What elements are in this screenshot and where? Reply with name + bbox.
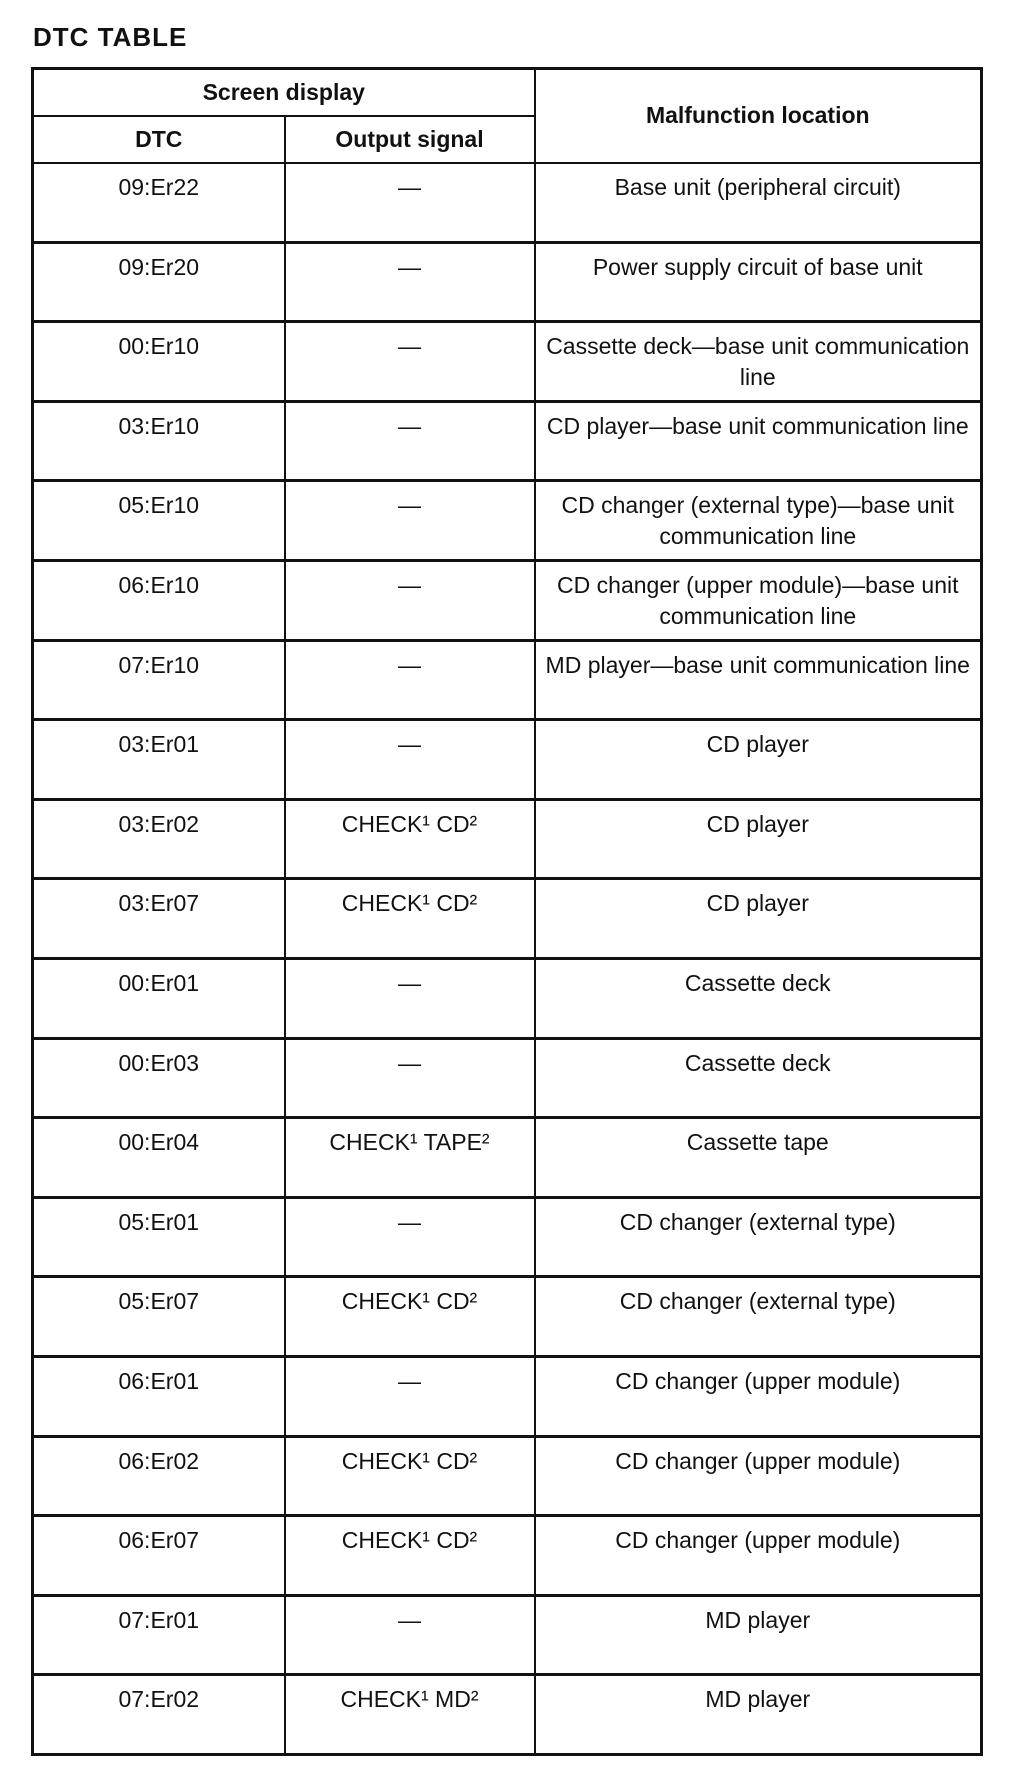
header-output-signal: Output signal <box>285 116 535 163</box>
page-title: DTC TABLE <box>33 22 188 52</box>
output-signal-cell: CHECK¹ CD² <box>285 879 535 959</box>
dtc-cell: 00:Er04 <box>33 1118 285 1198</box>
dtc-cell: 09:Er22 <box>33 163 285 243</box>
malfunction-location-cell: CD player <box>535 720 982 800</box>
dtc-cell: 05:Er07 <box>33 1277 285 1357</box>
output-signal-cell: CHECK¹ TAPE² <box>285 1118 535 1198</box>
malfunction-location-cell: MD player—base unit communication line <box>535 640 982 720</box>
dtc-table <box>31 67 983 1756</box>
output-signal-cell: — <box>285 481 535 561</box>
dtc-cell: 03:Er01 <box>33 720 285 800</box>
table-row <box>33 401 982 481</box>
table-row <box>33 1516 982 1596</box>
table-row <box>33 1595 982 1675</box>
malfunction-location-cell: Cassette deck <box>535 958 982 1038</box>
table-row <box>33 1436 982 1516</box>
dtc-cell: 03:Er07 <box>33 879 285 959</box>
header-screen-display: Screen display <box>33 69 535 116</box>
table-body <box>33 163 982 1755</box>
output-signal-cell: — <box>285 1197 535 1277</box>
table-row <box>33 1197 982 1277</box>
malfunction-location-cell: Cassette tape <box>535 1118 982 1198</box>
table-header <box>33 69 982 163</box>
malfunction-location-cell: CD changer (external type) <box>535 1277 982 1357</box>
dtc-cell: 05:Er01 <box>33 1197 285 1277</box>
dtc-cell: 07:Er01 <box>33 1595 285 1675</box>
table-row <box>33 1118 982 1198</box>
dtc-cell: 00:Er03 <box>33 1038 285 1118</box>
dtc-cell: 03:Er10 <box>33 401 285 481</box>
output-signal-cell: — <box>285 958 535 1038</box>
table-row <box>33 163 982 243</box>
dtc-cell: 06:Er01 <box>33 1356 285 1436</box>
output-signal-cell: CHECK¹ MD² <box>285 1675 535 1755</box>
table-row <box>33 1356 982 1436</box>
output-signal-cell: — <box>285 1356 535 1436</box>
output-signal-cell: — <box>285 1038 535 1118</box>
output-signal-cell: — <box>285 322 535 402</box>
dtc-cell: 00:Er01 <box>33 958 285 1038</box>
output-signal-cell: CHECK¹ CD² <box>285 1277 535 1357</box>
malfunction-location-cell: CD player—base unit communication line <box>535 401 982 481</box>
table-row <box>33 1675 982 1755</box>
output-signal-cell: CHECK¹ CD² <box>285 799 535 879</box>
output-signal-cell: — <box>285 1595 535 1675</box>
dtc-cell: 03:Er02 <box>33 799 285 879</box>
malfunction-location-cell: MD player <box>535 1595 982 1675</box>
dtc-cell: 07:Er02 <box>33 1675 285 1755</box>
table-row <box>33 1038 982 1118</box>
dtc-cell: 07:Er10 <box>33 640 285 720</box>
table-row <box>33 879 982 959</box>
malfunction-location-cell: CD changer (upper module) <box>535 1356 982 1436</box>
malfunction-location-cell: CD changer (upper module) <box>535 1516 982 1596</box>
malfunction-location-cell: Cassette deck—base unit communication line <box>535 322 982 402</box>
malfunction-location-cell: CD changer (external type)—base unit communication line <box>535 481 982 561</box>
table-row <box>33 720 982 800</box>
header-dtc: DTC <box>33 116 285 163</box>
output-signal-cell: CHECK¹ CD² <box>285 1436 535 1516</box>
malfunction-location-cell: CD player <box>535 879 982 959</box>
malfunction-location-cell: CD changer (upper module)—base unit communication line <box>535 560 982 640</box>
table-row <box>33 560 982 640</box>
table-row <box>33 322 982 402</box>
table-row <box>33 242 982 322</box>
malfunction-location-cell: CD changer (upper module) <box>535 1436 982 1516</box>
dtc-cell: 00:Er10 <box>33 322 285 402</box>
table-row <box>33 958 982 1038</box>
malfunction-location-cell: CD changer (external type) <box>535 1197 982 1277</box>
table-row <box>33 1277 982 1357</box>
malfunction-location-cell: Base unit (peripheral circuit) <box>535 163 982 243</box>
output-signal-cell: — <box>285 640 535 720</box>
table-row <box>33 799 982 879</box>
malfunction-location-cell: MD player <box>535 1675 982 1755</box>
table-row <box>33 481 982 561</box>
dtc-cell: 06:Er10 <box>33 560 285 640</box>
output-signal-cell: — <box>285 242 535 322</box>
output-signal-cell: — <box>285 401 535 481</box>
malfunction-location-cell: Power supply circuit of base unit <box>535 242 982 322</box>
output-signal-cell: CHECK¹ CD² <box>285 1516 535 1596</box>
dtc-cell: 05:Er10 <box>33 481 285 561</box>
table-row <box>33 640 982 720</box>
malfunction-location-cell: CD player <box>535 799 982 879</box>
output-signal-cell: — <box>285 163 535 243</box>
dtc-cell: 06:Er02 <box>33 1436 285 1516</box>
header-malfunction-location: Malfunction location <box>535 69 982 163</box>
dtc-cell: 06:Er07 <box>33 1516 285 1596</box>
malfunction-location-cell: Cassette deck <box>535 1038 982 1118</box>
output-signal-cell: — <box>285 560 535 640</box>
output-signal-cell: — <box>285 720 535 800</box>
dtc-cell: 09:Er20 <box>33 242 285 322</box>
